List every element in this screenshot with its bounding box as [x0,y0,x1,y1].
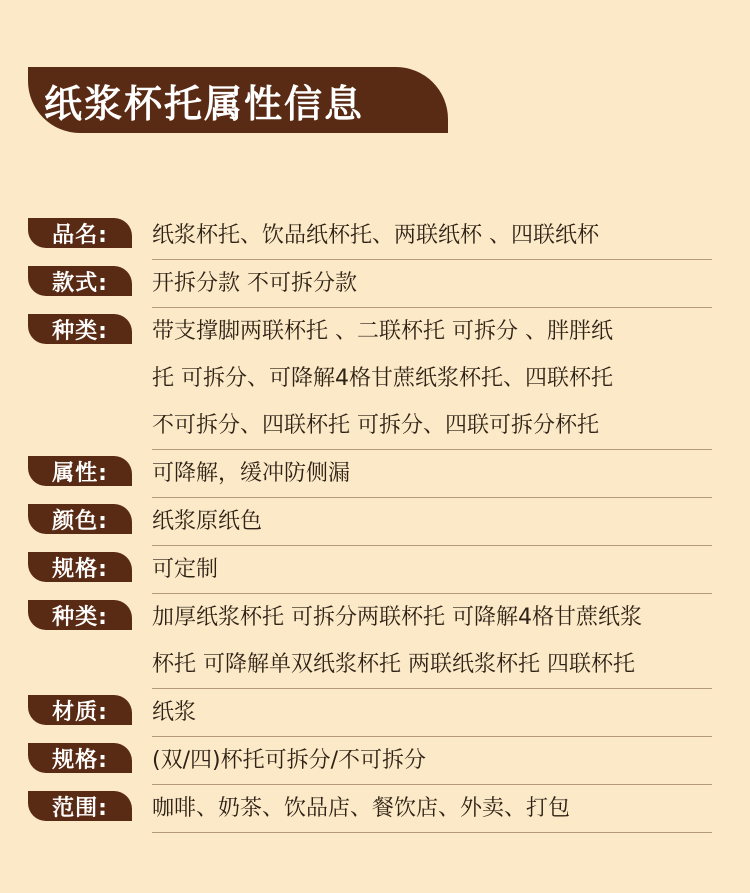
attr-value-line: 纸浆 [152,700,197,725]
title-banner [28,67,448,133]
attr-row-material [0,689,750,737]
attr-label: 材质: [28,695,132,725]
attr-value-line: 带支撑脚两联杯托 、二联杯托 可拆分 、胖胖纸 [152,319,613,344]
attr-value [152,308,712,450]
attr-value-line: 可定制 [152,557,219,582]
attr-value [152,546,712,594]
attr-label: 规格: [28,743,132,773]
attr-value-line: (双/四)杯托可拆分/不可拆分 [152,748,426,773]
attr-row-color [0,498,750,546]
attr-value [152,689,712,737]
attr-label: 颜色: [28,504,132,534]
attr-label: 规格: [28,552,132,582]
attr-row-type [0,308,750,450]
attr-value-line: 杯托 可降解单双纸浆杯托 两联纸浆杯托 四联杯托 [152,652,635,677]
attr-label: 品名: [28,218,132,248]
attr-value [152,498,712,546]
attr-row-spec-2 [0,737,750,785]
attr-value-line: 不可拆分、四联杯托 可拆分、四联可拆分杯托 [152,413,599,438]
attr-label: 种类: [28,600,132,630]
attr-row-property [0,450,750,498]
attr-value-line: 咖啡、奶茶、饮品店、餐饮店、外卖、打包 [152,796,571,821]
attribute-list [0,212,750,833]
attr-row-type-2 [0,594,750,689]
attr-label: 种类: [28,314,132,344]
attr-value-line: 纸浆原纸色 [152,509,263,534]
attr-label: 属性: [28,456,132,486]
attr-value-line: 纸浆杯托、饮品纸杯托、两联纸杯 、四联纸杯 [152,223,599,248]
attr-value [152,450,712,498]
attr-value [152,594,712,689]
attr-value [152,737,712,785]
attr-row-scope [0,785,750,833]
attr-value [152,260,712,308]
attr-row-name [0,212,750,260]
attr-label: 范围: [28,791,132,821]
attr-row-style [0,260,750,308]
attr-value-line: 托 可拆分、可降解4格甘蔗纸浆杯托、四联杯托 [152,366,613,391]
attr-value-line: 开拆分款 不可拆分款 [152,271,357,296]
page-title: 纸浆杯托属性信息 [44,81,365,126]
attr-value-line: 加厚纸浆杯托 可拆分两联杯托 可降解4格甘蔗纸浆 [152,605,642,630]
attr-value [152,785,712,833]
attr-row-spec [0,546,750,594]
attr-value [152,212,712,260]
attr-label: 款式: [28,266,132,296]
attr-value-line: 可降解，缓冲防侧漏 [152,461,351,486]
